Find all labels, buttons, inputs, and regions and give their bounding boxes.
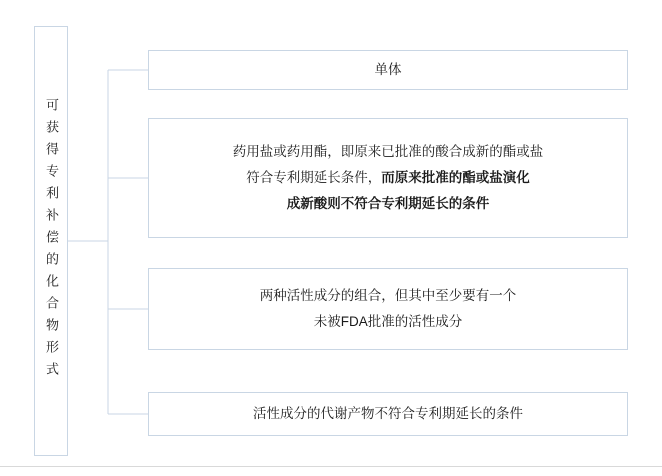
diagram-item-monomer xyxy=(148,50,628,90)
category-label-text: 可获得专利补偿的化合物形式 xyxy=(44,98,59,384)
item-text xyxy=(375,57,402,83)
item-line: 药用盐或药用酯，即原来已批准的酸合成新的酯或盐 xyxy=(232,144,544,159)
item-line-emphasis: 而原来批准的酯或盐演化 xyxy=(381,170,530,185)
item-text xyxy=(233,139,544,217)
item-line-emphasis: 成新酸则不符合专利期延长的条件 xyxy=(286,196,490,211)
diagram-item-salt-or-ester xyxy=(148,118,628,238)
diagram-item-combination xyxy=(148,268,628,350)
item-text xyxy=(260,283,517,335)
item-line: 单体 xyxy=(374,62,402,77)
category-label-box xyxy=(34,26,68,456)
item-line: 两种活性成分的组合，但其中至少要有一个 xyxy=(259,288,517,303)
diagram-item-metabolite xyxy=(148,392,628,436)
item-line: 符合专利期延长条件， xyxy=(246,170,382,185)
bottom-divider xyxy=(0,466,662,467)
item-line: 未被FDA批准的活性成分 xyxy=(313,314,463,329)
item-text xyxy=(253,401,523,427)
item-line: 活性成分的代谢产物不符合专利期延长的条件 xyxy=(253,406,523,421)
